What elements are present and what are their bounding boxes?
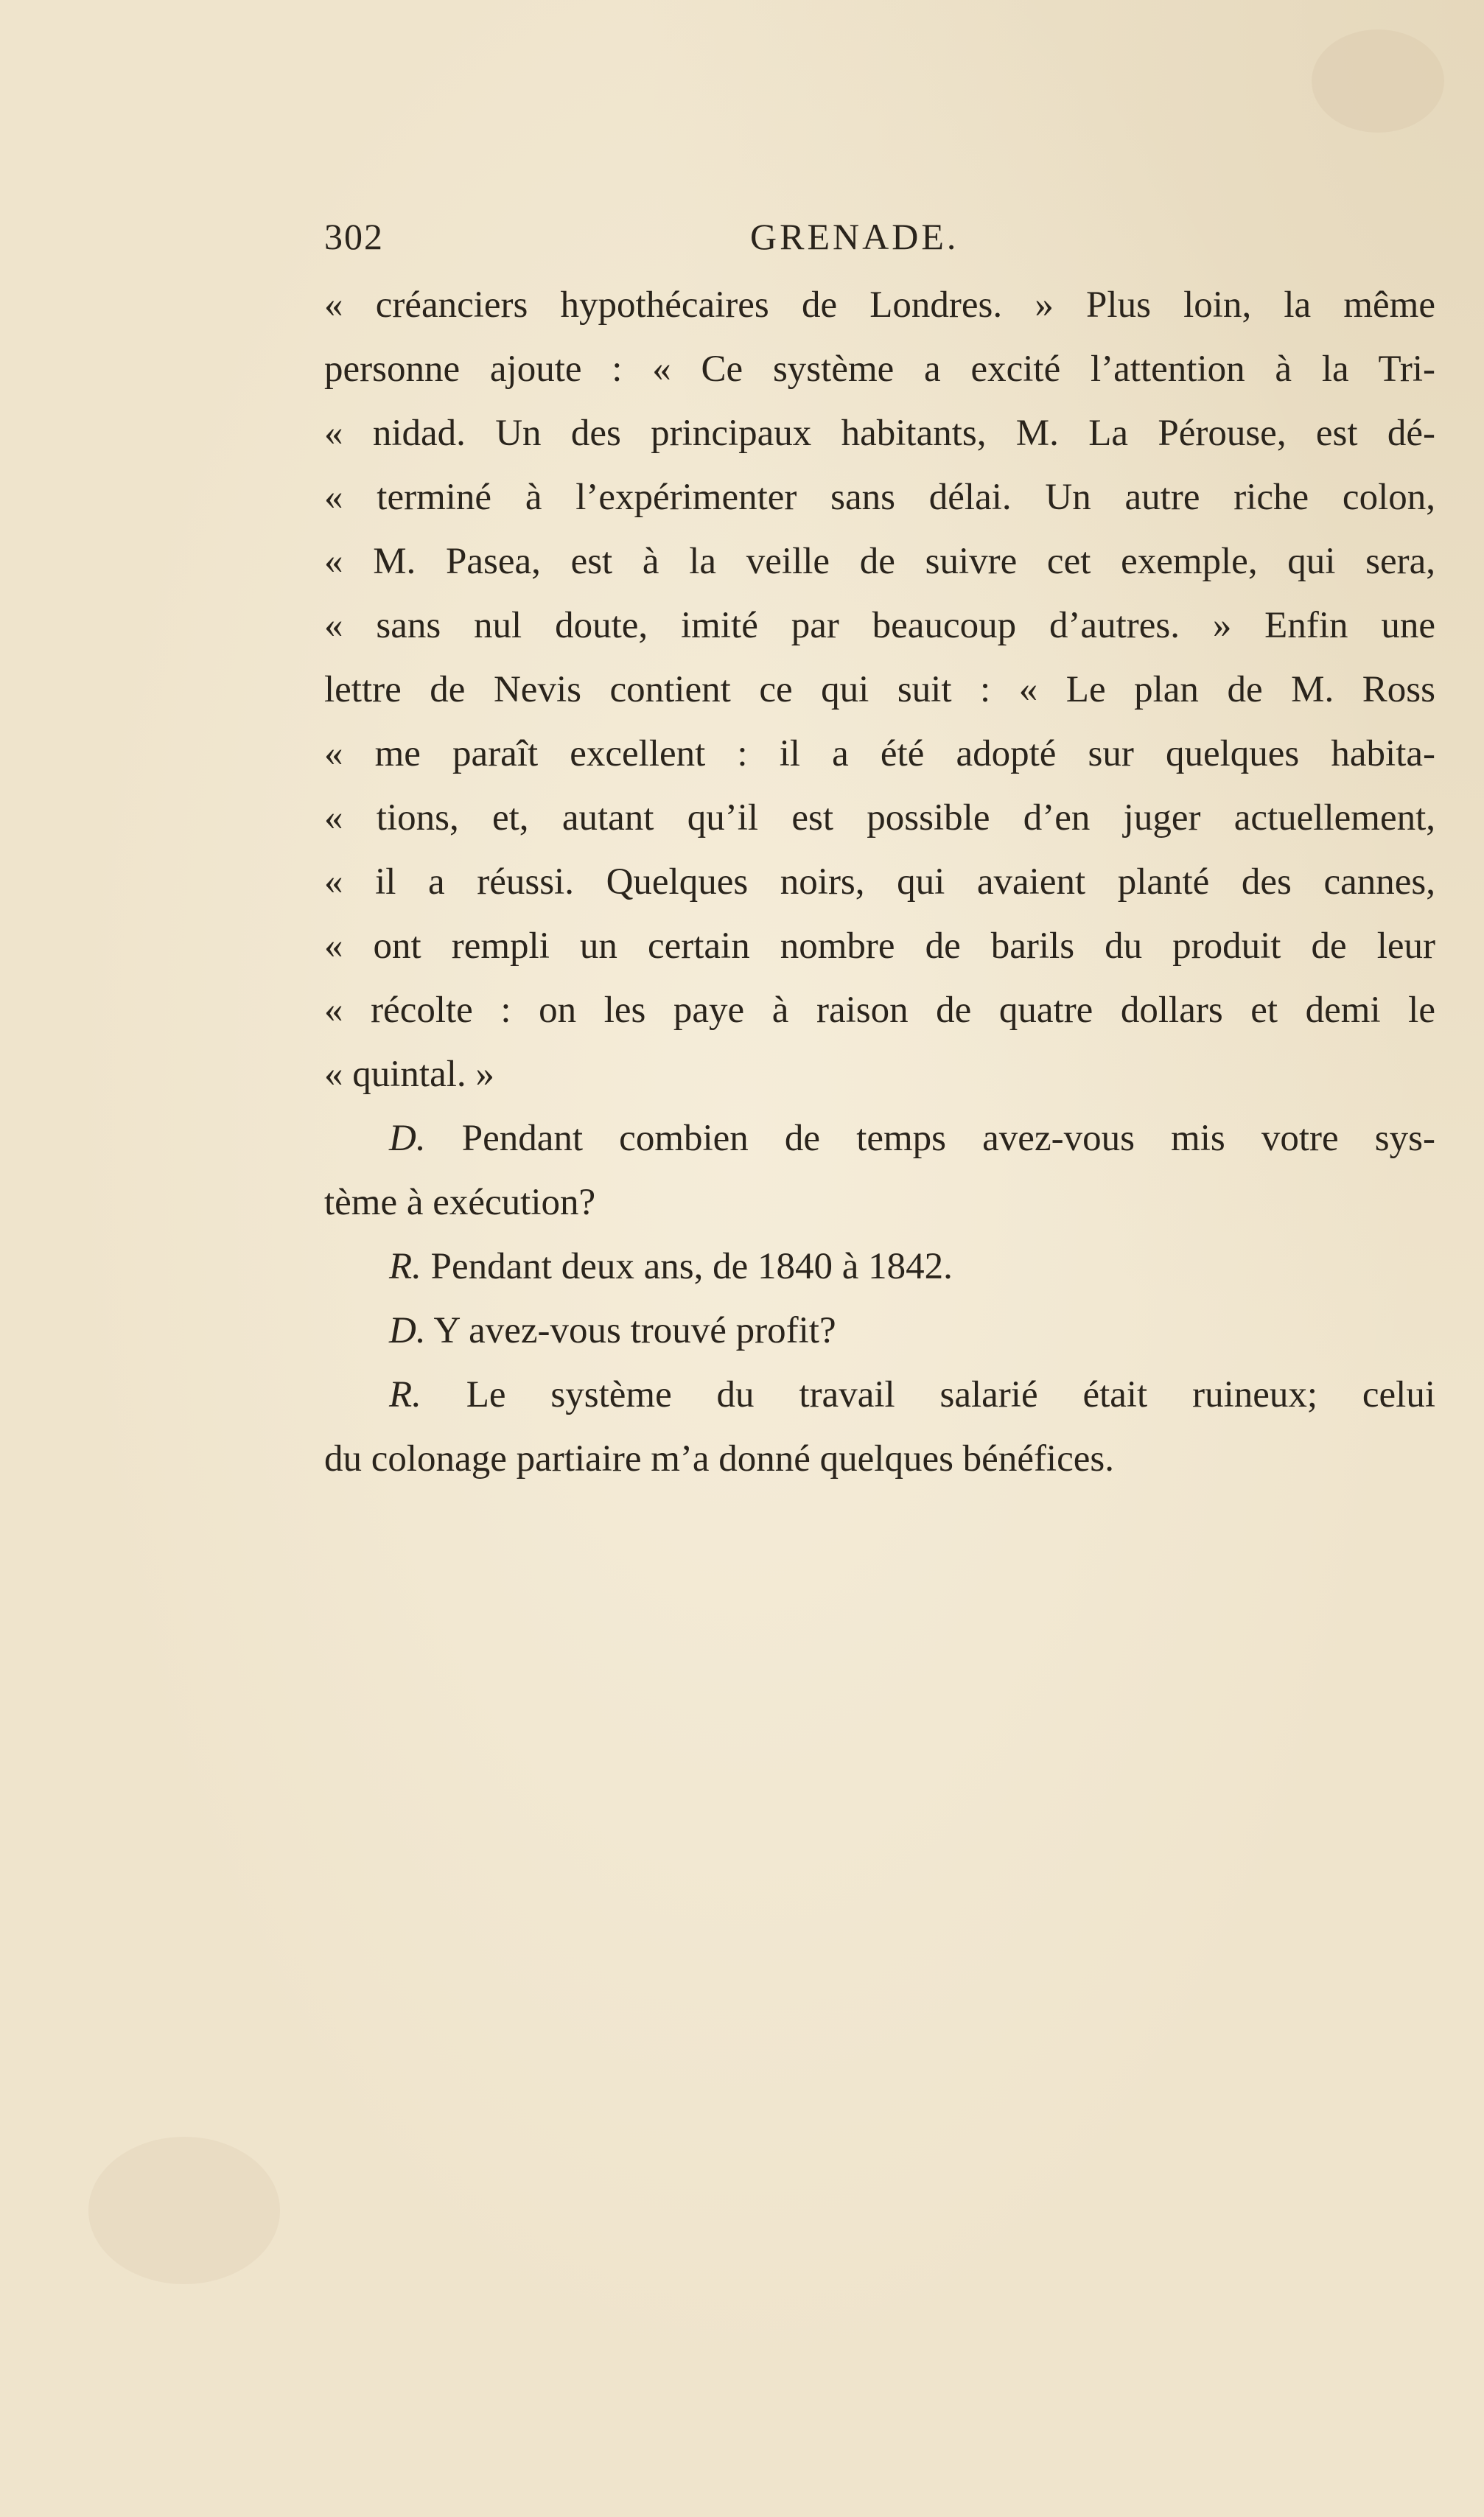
page-header xyxy=(324,215,987,259)
text-line: « il a réussi. Quelques noirs, qui avaient planté des cannes, xyxy=(324,861,1435,903)
text-line: personne ajoute : « Ce système a excité l’attention à la Tri- xyxy=(324,349,1435,390)
dialogue-text: Y avez-vous trouvé profit? xyxy=(433,1310,836,1351)
dialogue-text: Le système du travail salarié était ruineux; celui xyxy=(466,1374,1436,1415)
speaker-label: D. xyxy=(389,1118,426,1159)
text-line: « M. Pasea, est à la veille de suivre cet exemple, qui sera, xyxy=(324,541,1435,582)
page-number: 302 xyxy=(324,216,384,257)
text-line: « récolte : on les paye à raison de quatre dollars et demi le xyxy=(324,990,1435,1031)
dialogue-continuation: tème à exécution? xyxy=(324,1182,596,1223)
running-title: GRENADE. xyxy=(750,216,959,257)
text-line: « me paraît excellent : il a été adopté sur quelques habita- xyxy=(324,733,1435,774)
paper-stain xyxy=(88,2137,280,2284)
text-line: « créanciers hypothécaires de Londres. » Plus loin, la même xyxy=(324,284,1435,326)
paper-stain xyxy=(1312,29,1444,133)
dialogue-line xyxy=(389,1304,836,1357)
text-line: « nidad. Un des principaux habitants, M. La Pérouse, est dé- xyxy=(324,413,1435,454)
speaker-label: R. xyxy=(389,1374,421,1415)
dialogue-text: Pendant deux ans, de 1840 à 1842. xyxy=(430,1246,953,1287)
dialogue-line xyxy=(389,1368,1435,1421)
text-line: « terminé à l’expérimenter sans délai. Un autre riche colon, xyxy=(324,477,1435,518)
speaker-label: D. xyxy=(389,1310,426,1351)
text-line: « sans nul doute, imité par beaucoup d’autres. » Enfin une xyxy=(324,605,1435,646)
dialogue-line xyxy=(389,1240,953,1293)
dialogue-continuation: du colonage partiaire m’a donné quelques bénéfices. xyxy=(324,1438,1114,1480)
text-line: lettre de Nevis contient ce qui suit : « Le plan de M. Ross xyxy=(324,669,1435,710)
text-line: « tions, et, autant qu’il est possible d’en juger actuellement, xyxy=(324,797,1435,839)
dialogue-text: Pendant combien de temps avez-vous mis votre sys- xyxy=(461,1118,1435,1159)
text-line: « quintal. » xyxy=(324,1054,494,1095)
text-line: « ont rempli un certain nombre de barils du produit de leur xyxy=(324,925,1435,967)
dialogue-line xyxy=(389,1112,1435,1165)
speaker-label: R. xyxy=(389,1246,421,1287)
